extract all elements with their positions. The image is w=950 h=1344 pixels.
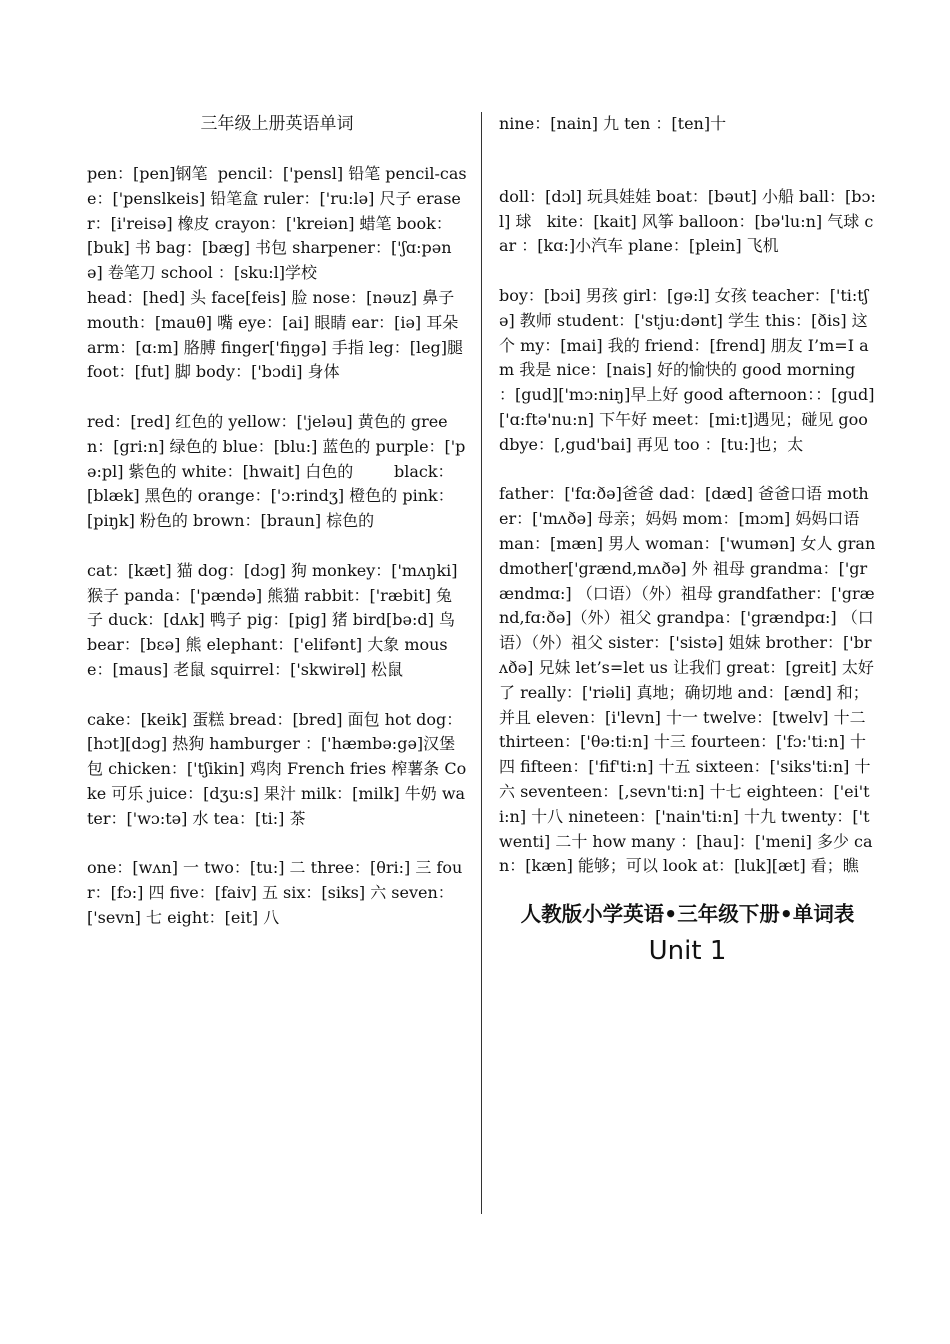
column-divider <box>481 112 482 1214</box>
paragraph-gap <box>87 385 467 410</box>
paragraph-gap <box>499 458 876 483</box>
paragraph-gap <box>87 534 467 559</box>
numbers-continued: nine：[nain] 九 ten ：[ten]十 <box>499 114 727 133</box>
body-parts-vocabulary: head：[hed] 头 face[feis] 脸 nose：[nəuz] 鼻子 mouth：[mauθ] 嘴 eye：[ai] 眼睛 ear：[iə] 耳朵 arm：[ɑ:m] 胳膊 finger['fiŋgə] 手指 leg：[leg]腿 foot：[fut] 脚 body：['bɔdi] 身体 <box>87 287 469 382</box>
family-numbers-vocabulary: father：['fɑ:ðə]爸爸 dad：[dæd] 爸爸口语 mother：['mʌðə] 母亲；妈妈 mom：[mɔm] 妈妈口语 man：[mæn] 男人 woman：['wumən] 女人 grandmother['grænd,mʌðə] 外 祖母 grandma：['grændmɑ:] （口语）（外）祖母 grandfather：['grænd,fɑ:ðə]（外）祖父 grandpa：['grændpɑ:] （口语）（外）祖父 sister：['sistə] 姐妹 brother：['brʌðə] 兄妹 let’s=let us 让我们 great：[greit] 太好了 really：['riəli] 真地；确切地 and：[ænd] 和；并且 eleven：[i'levn] 十一 twelve：[twelv] 十二 thirteen：['θə:ti:n] 十三 fourteen：['fɔ:'ti:n] 十四 fifteen：['fif'ti:n] 十五 sixteen：['siks'ti:n] 十六 seventeen：[,sevn'ti:n] 十七 eighteen：['ei'ti:n] 十八 nineteen：['nain'ti:n] 十九 twenty：['twenti] 二十 how many ：[hau]：['meni] 多少 can：[kæn] 能够；可以 look at：[luk][æt] 看；瞧 <box>499 484 876 876</box>
document-title: 人教版小学英语•三年级下册•单词表 <box>520 902 855 927</box>
people-greetings-vocabulary: boy：[bɔi] 男孩 girl：[gə:l] 女孩 teacher：['ti:tʃə] 教师 student：['stju:dənt] 学生 this：[ðis] 这个 my：[mai] 我的 friend：[frend] 朋友 I’m=I am 我是 nice：[nais] 好的愉快的 good morning ：[gud]['mɔ:niŋ]早上好 good afternoon：：[gud]['ɑ:ftə'nu:n] 下午好 meet：[mi:t]遇见；碰见 goodbye：[,gud'bai] 再见 too ：[tu:]也；太 <box>499 285 875 454</box>
colors-vocabulary: red：[red] 红色的 yellow：['jeləu] 黄色的 green：[gri:n] 绿色的 blue：[blu:] 蓝色的 purple：['pə:pl] 紫色的 white：[hwait] 白色的 black：[blæk] 黑色的 orange：['ɔ:rindʒ] 橙色的 pink：[piŋk] 粉色的 brown：[braun] 棕色的 <box>87 411 466 531</box>
left-column <box>87 112 467 931</box>
numbers-vocabulary: one：[wʌn] 一 two：[tu:] 二 three：[θri:] 三 four：[fɔ:] 四 five：[faiv] 五 six：[siks] 六 seven：['sevn] 七 eight：[eit] 八 <box>87 858 463 927</box>
paragraph-gap <box>87 683 467 708</box>
paragraph-gap <box>499 137 876 185</box>
section-heading: 三年级上册英语单词 <box>200 114 354 134</box>
food-vocabulary: cake：[keik] 蛋糕 bread：[bred] 面包 hot dog：[hɔt][dɔg] 热狗 hamburger ：['hæmbə:gə]汉堡包 chicken：['tʃikin] 鸡肉 French fries 榨薯条 Coke 可乐 juice：[dʒu:s] 果汁 milk：[milk] 牛奶 water：['wɔ:tə] 水 tea：[ti:] 茶 <box>87 709 467 828</box>
animals-vocabulary: cat：[kæt] 猫 dog：[dɔg] 狗 monkey：['mʌŋki] 猴子 panda：['pændə] 熊猫 rabbit：['ræbit] 兔子 duck：[dʌk] 鸭子 pig：[pig] 猪 bird[bə:d] 鸟 bear：[bɛə] 熊 elephant：['elifənt] 大象 mouse：[maus] 老鼠 squirrel：['skwirəl] 松鼠 <box>87 560 463 679</box>
stationery-vocabulary: pen：[pen]钢笔 pencil：['pensl] 铅笔 pencil-case：['penslkeis] 铅笔盒 ruler：['ru:lə] 尺子 eraser：[i'reisə] 橡皮 crayon：['kreiən] 蜡笔 book：[buk] 书 bag：[bæg] 书包 sharpener：['ʃɑ:pənə] 卷笔刀 school ：[sku:l]学校 <box>87 164 467 283</box>
paragraph-gap <box>499 259 876 284</box>
right-column <box>499 112 876 971</box>
unit-heading: Unit 1 <box>648 936 727 967</box>
toys-vocabulary: doll：[dɔl] 玩具娃娃 boat：[bəut] 小船 ball：[bɔ:l] 球 kite：[kait] 风筝 balloon：[bə'lu:n] 气球 car ：[kɑ:]小汽车 plane：[plein] 飞机 <box>499 186 876 256</box>
paragraph-gap <box>499 879 876 897</box>
paragraph-gap <box>87 832 467 857</box>
